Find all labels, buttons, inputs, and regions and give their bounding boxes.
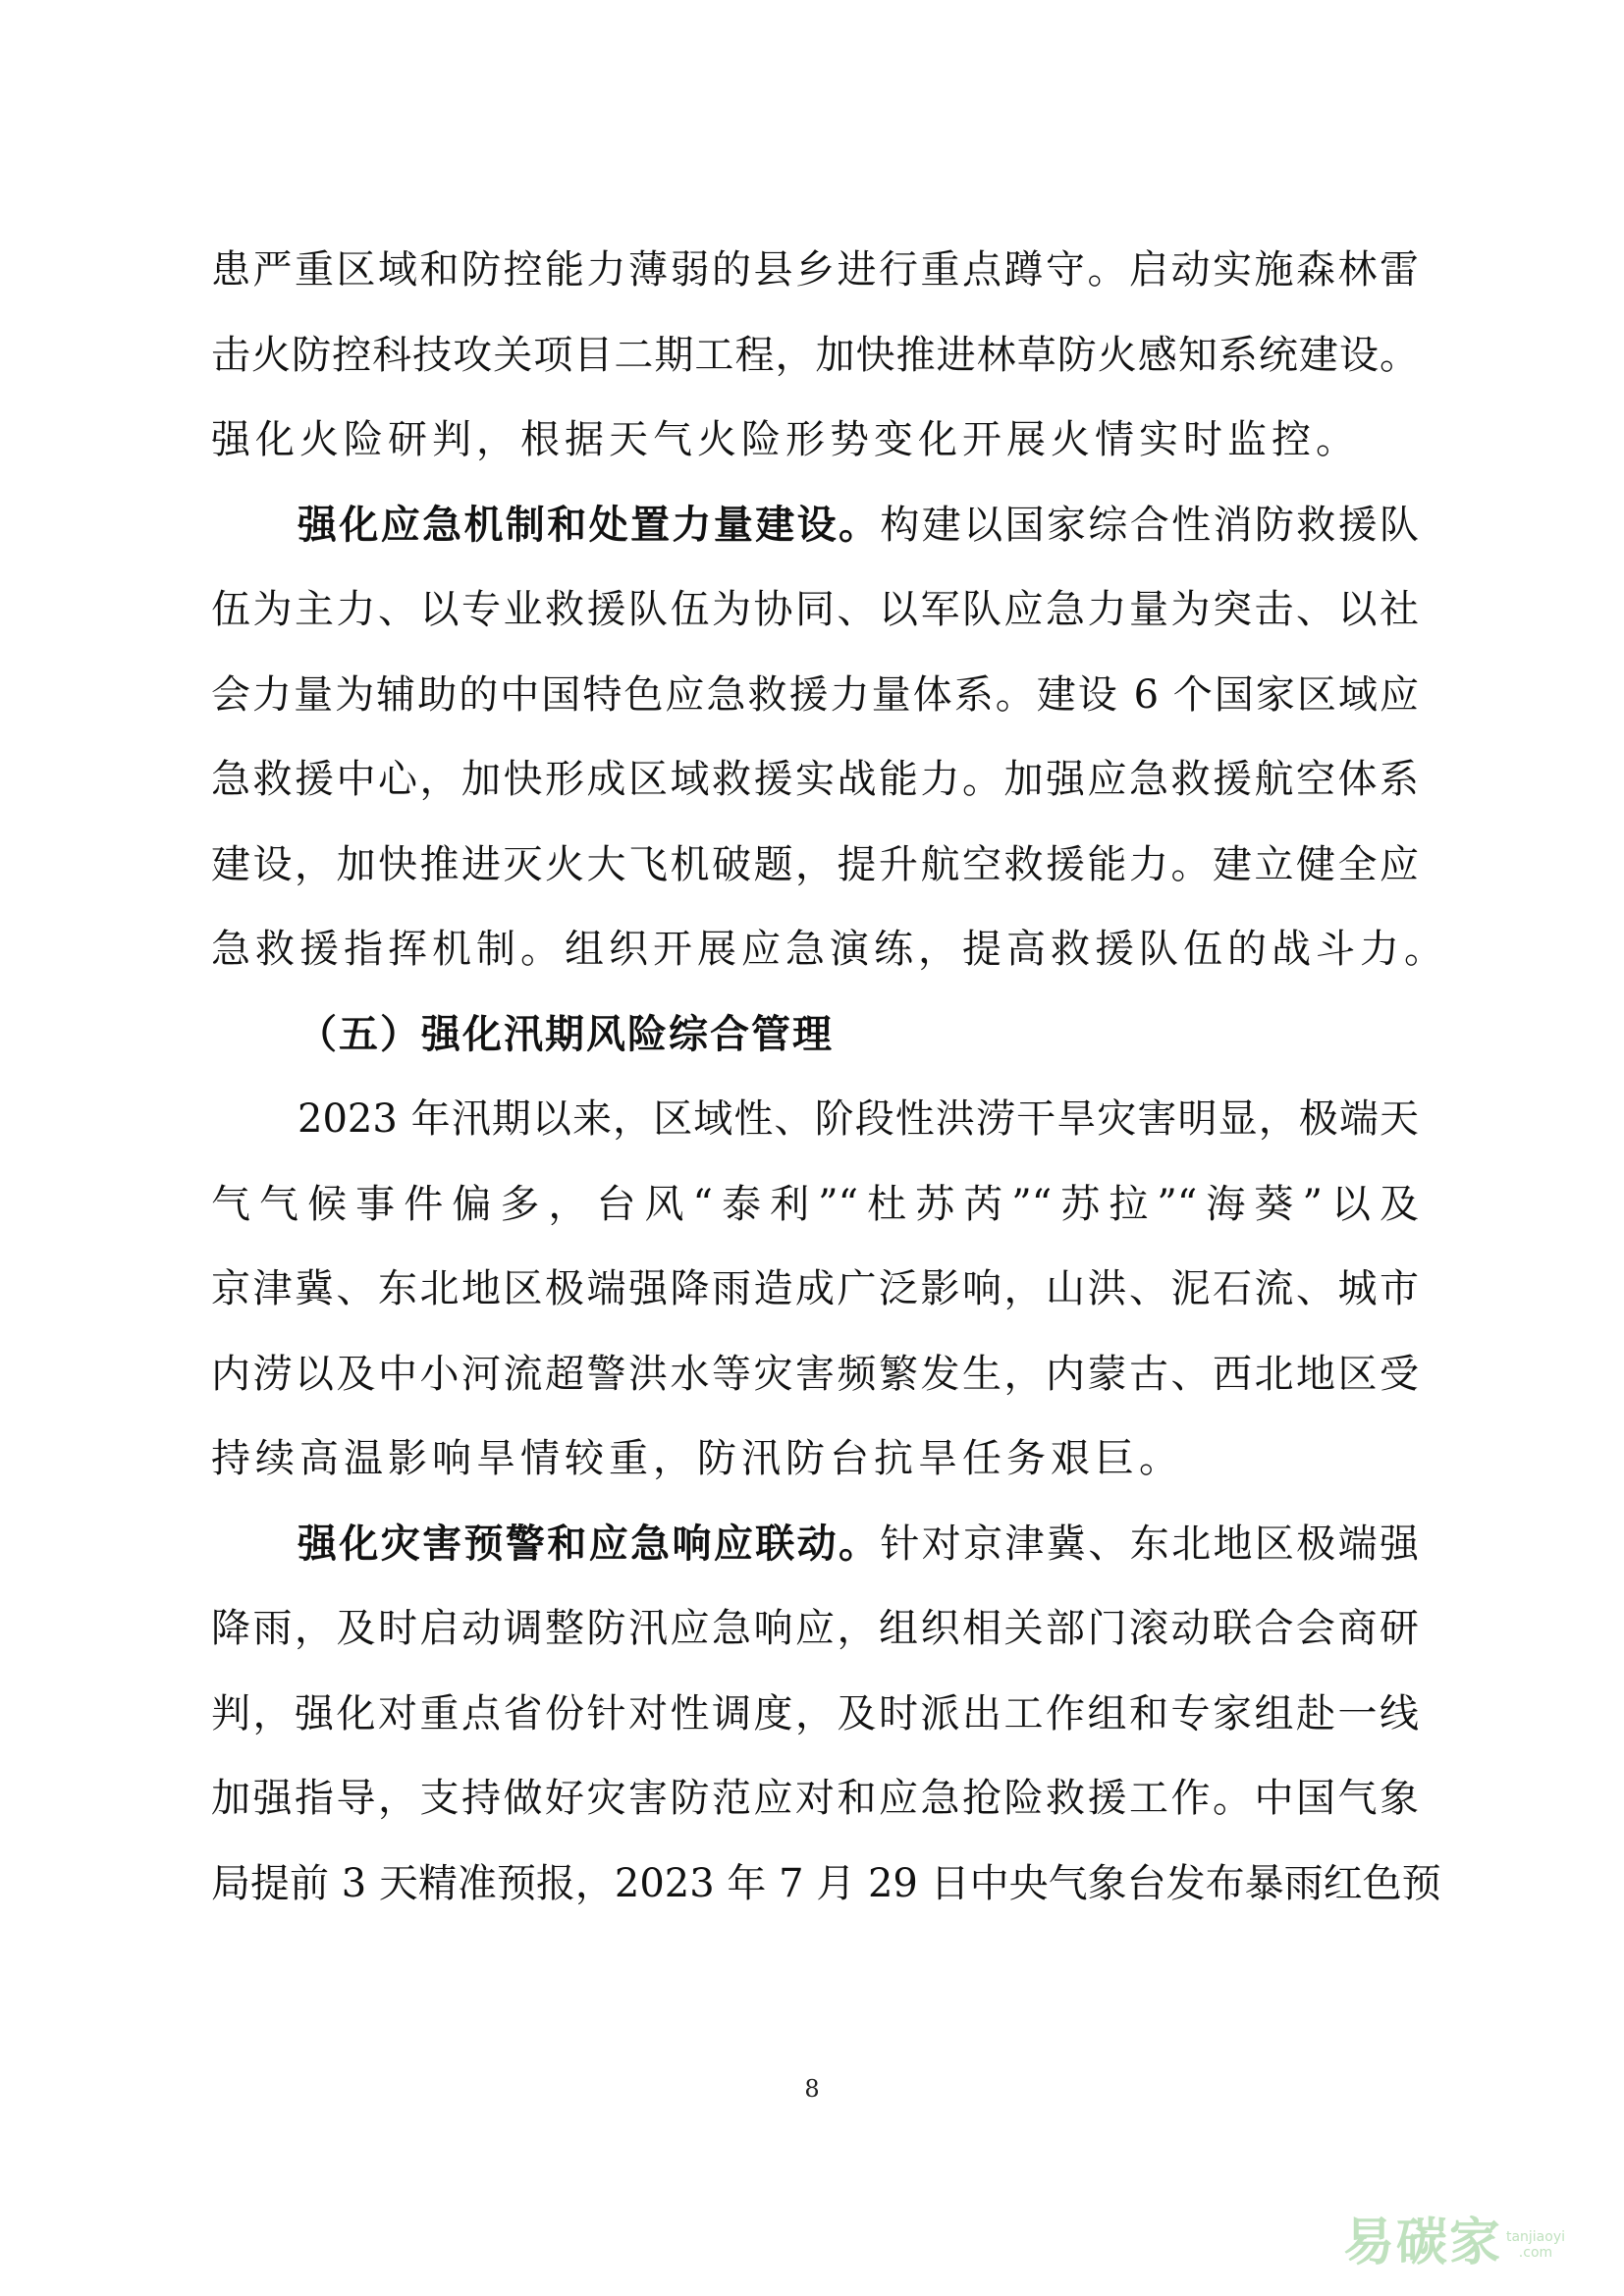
text-line: 判，强化对重点省份针对性调度，及时派出工作组和专家组赴一线 — [211, 1690, 1419, 1736]
text-line: 局提前 3 天精准预报，2023 年 7 月 29 日中央气象台发布暴雨红色预 — [211, 1860, 1441, 1906]
text-line: 急救援中心，加快形成区域救援实战能力。加强应急救援航空体系 — [211, 757, 1419, 802]
watermark-url-top: tanjiaoyi — [1505, 2229, 1565, 2245]
text-line: 京津冀、东北地区极端强降雨造成广泛影响，山洪、泥石流、城市 — [211, 1266, 1419, 1311]
text-line: 持续高温影响旱情较重，防汛防台抗旱任务艰巨。 — [211, 1436, 1183, 1481]
section-heading: （五）强化汛期风险综合管理 — [298, 1010, 834, 1057]
watermark-logo — [1343, 2201, 1565, 2274]
paragraph-first-line — [211, 1502, 1419, 1587]
paragraph-lead-heading: 强化应急机制和处置力量建设。 — [298, 501, 881, 548]
paragraph-first-line — [211, 483, 1419, 568]
text-line: 患严重区域和防控能力薄弱的县乡进行重点蹲守。启动实施森林雷 — [211, 247, 1419, 293]
text-line: 会力量为辅助的中国特色应急救援力量体系。建设 6 个国家区域应 — [211, 671, 1419, 718]
text-line: 气气候事件偏多，台风“泰利”“杜苏芮”“苏拉”“海葵”以及 — [211, 1181, 1419, 1227]
watermark-url-bottom: .com — [1518, 2245, 1553, 2261]
text-line: 急救援指挥机制。组织开展应急演练，提高救援队伍的战斗力。 — [211, 927, 1448, 972]
page-number: 8 — [804, 2075, 820, 2103]
text-line: 降雨，及时启动调整防汛应急响应，组织相关部门滚动联合会商研 — [211, 1606, 1419, 1651]
text-line: 加强指导，支持做好灾害防范应对和应急抢险救援工作。中国气象 — [211, 1776, 1419, 1821]
text-line: 强化火险研判，根据天气火险形势变化开展火情实时监控。 — [211, 417, 1360, 462]
body-text — [211, 228, 1448, 1926]
text-line: 伍为主力、以专业救援队伍为协同、以军队应急力量为突击、以社 — [211, 587, 1419, 632]
text-line: 击火防控科技攻关项目二期工程，加快推进林草防火感知系统建设。 — [211, 332, 1419, 378]
text-line: 建设，加快推进灭火大飞机破题，提升航空救援能力。建立健全应 — [211, 841, 1419, 887]
paragraph-lead-heading: 强化灾害预警和应急响应联动。 — [298, 1520, 881, 1567]
watermark-url — [1506, 2229, 1565, 2261]
paragraph-first-line: 2023 年汛期以来，区域性、阶段性洪涝干旱灾害明显，极端天 — [298, 1096, 1419, 1142]
text-run: 针对京津冀、东北地区极端强 — [880, 1521, 1420, 1567]
text-run: 构建以国家综合性消防救援队 — [880, 502, 1420, 548]
text-line: 内涝以及中小河流超警洪水等灾害频繁发生，内蒙古、西北地区受 — [211, 1351, 1419, 1397]
watermark-logo-text: 易碳家 — [1342, 2214, 1502, 2272]
